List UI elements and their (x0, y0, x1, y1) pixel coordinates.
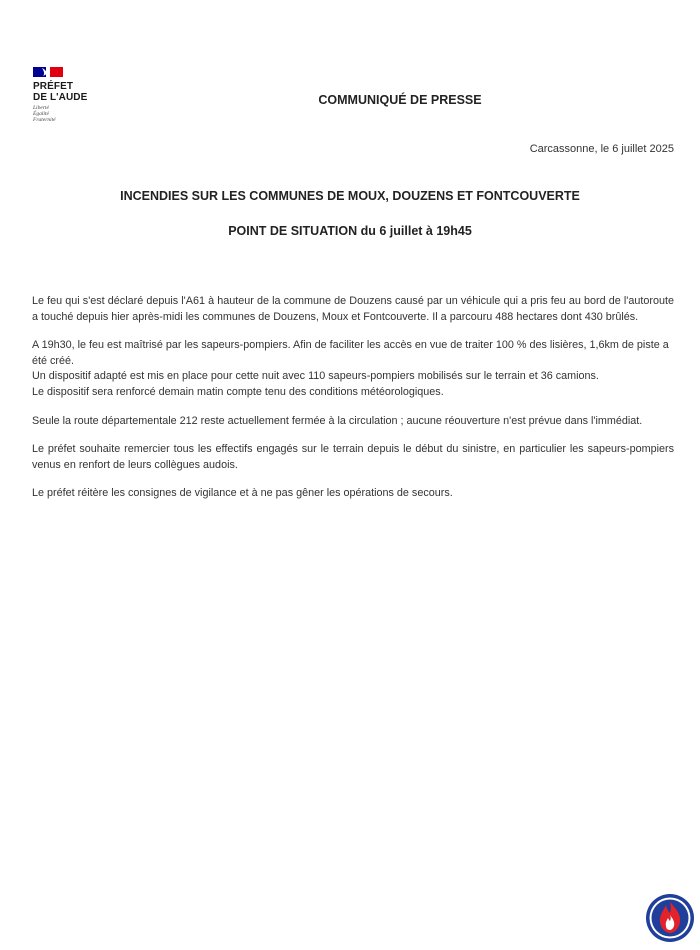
motto-liberte: Liberté (33, 105, 49, 111)
fire-status-line-2: Un dispositif adapté est mis en place pour cette nuit avec 110 sapeurs-pompiers mobilisés sur le terrain et 36 camions. (32, 370, 599, 383)
document-type-heading: COMMUNIQUÉ DE PRESSE (318, 93, 482, 107)
fire-status-line-1: A 19h30, le feu est maîtrisé par les sapeurs-pompiers. Afin de faciliter les accès en vue de traiter 100 % des lisières, 1,6km de piste a été créé. (32, 339, 669, 367)
situation-subtitle: POINT DE SITUATION du 6 juillet à 19h45 (228, 224, 472, 238)
republic-motto (33, 105, 113, 123)
paragraph-vigilance: Le préfet réitère les consignes de vigilance et à ne pas gêner les opérations de secours. (32, 487, 453, 500)
dateline: Carcassonne, le 6 juillet 2025 (529, 143, 674, 155)
press-release-title: INCENDIES SUR LES COMMUNES DE MOUX, DOUZENS ET FONTCOUVERTE (120, 189, 580, 203)
logo-title-line1: PRÉFET (33, 81, 74, 92)
marianne-flag-icon (33, 66, 63, 78)
paragraph-road-closure: Seule la route départementale 212 reste actuellement fermée à la circulation ; aucune réouverture n'est prévue dans l'immédiat. (32, 414, 643, 427)
paragraph-thanks: Le préfet souhaite remercier tous les effectifs engagés sur le terrain depuis le début du sinistre, en particulier les sapeurs-pompiers venus en renfort de leurs collègues audois. (32, 443, 674, 471)
paragraph-fire-origin: Le feu qui s'est déclaré depuis l'A61 à hauteur de la commune de Douzens causé par un véhicule qui a pris feu au bord de l'autoroute a touché depuis hier après-midi les communes de Douzens, Moux et Fontcouverte. Il a parcouru 488 hectares dont 430 brûlés. (32, 295, 674, 323)
fire-status-line-3: Le dispositif sera renforcé demain matin compte tenu des conditions météorologiques. (32, 385, 444, 398)
press-release-body (32, 294, 674, 515)
motto-fraternite: Fraternité (33, 117, 56, 123)
motto-egalite: Égalité (33, 111, 49, 117)
paragraph-fire-status (32, 338, 674, 400)
firefighter-flame-icon (645, 893, 695, 943)
logo-title-line2: DE L'AUDE (33, 92, 88, 103)
